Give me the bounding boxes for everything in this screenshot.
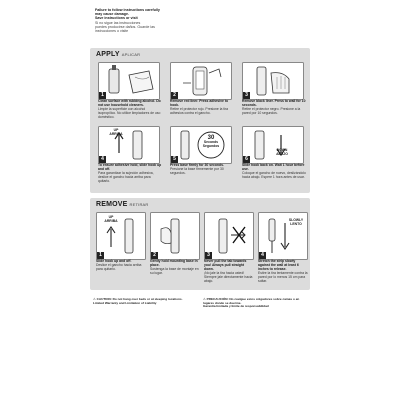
step-caption (98, 100, 162, 120)
remove-title-es: RETIRAR (129, 202, 149, 207)
step-illustration (258, 212, 308, 260)
remove-title-en: REMOVE (96, 201, 128, 208)
caption-es: Retire el protector rojo. Presione la tira adhesiva contra el gancho. (170, 106, 229, 115)
hook-liner-icon (171, 63, 231, 99)
step-number: 2 (151, 252, 158, 259)
step-number: 4 (99, 156, 106, 163)
apply-section (90, 48, 310, 193)
header-line-es: puedes producirse daños. Guarde las (95, 24, 155, 29)
header-line-es: Si no sigue las instrucciones (95, 20, 141, 25)
caption-es: Retire el protector negro. Presione a la pared por 10 segundos. (242, 106, 301, 115)
warning-triangle-icon: ⚠ (93, 297, 96, 301)
step-number: 6 (243, 156, 250, 163)
down-label-en: DOWN (276, 148, 288, 152)
step-illustration (96, 212, 146, 260)
step-illustration (170, 126, 232, 164)
seconds-label: Seconds (203, 139, 219, 144)
warning-triangle-icon: ⚠ (203, 297, 206, 301)
caption-es: Limpie la superficie con alcohol isopropílico. No utilice limpiadores de uso doméstico. (98, 106, 161, 119)
caption-en: Clean surface with rubbing alcohol. Do not use household cleaners. (98, 99, 161, 107)
slowly-label-es: LENTO (290, 221, 302, 226)
step-illustration (150, 212, 200, 260)
caption-en: Press base firmly for 30 seconds. (170, 163, 224, 167)
step-caption (98, 164, 162, 184)
step-number: 1 (99, 92, 106, 99)
caption-es: Estire la tira lentamente contra la pared por lo menos 15 cm para soltar. (258, 270, 308, 283)
header-line-es: instrucciones o visite (95, 29, 129, 34)
header-notice (95, 8, 310, 33)
caption-en: Never pull the tab towards you! Always pull straight down. (204, 259, 247, 271)
step-number: 4 (259, 252, 266, 259)
header-line: may cause damage. (95, 12, 129, 17)
step-number: 1 (97, 252, 104, 259)
remove-section (90, 198, 310, 290)
step-illustration (204, 212, 254, 260)
step-caption (258, 260, 308, 283)
step-illustration (170, 62, 232, 100)
caption-en: Slide hook back on. Wait 1 hour before use. (242, 163, 305, 171)
step-caption (170, 100, 234, 116)
caption-es: Sostenga la base de montaje en su lugar. (150, 266, 199, 275)
step-caption (96, 260, 146, 272)
apply-title-es: APLICAR (121, 52, 141, 57)
caption-en: Remove red liner. Press adhesive to hook. (170, 99, 229, 107)
caption-en: Gently hold mounting base in place. (150, 259, 198, 267)
step-illustration (242, 126, 304, 164)
caption-es: Presione la base firmemente por 30 segundos. (170, 166, 224, 175)
step-illustration (98, 62, 160, 100)
slowly-label (287, 219, 305, 227)
step-caption (242, 164, 306, 180)
up-label-en: UP (108, 215, 114, 219)
remove-title (96, 201, 149, 208)
caption-en: Slide hook up and off. (96, 259, 132, 263)
precaucion-block (203, 298, 307, 309)
step-caption (150, 260, 200, 276)
warranty-heading: Limited Warranty and Limitation of Liability (93, 300, 157, 305)
caution-text: CAUTION: Do not hang over beds or at sleeping locations. (96, 297, 183, 301)
apply-title-en: APPLY (96, 51, 120, 58)
caption-en: Stretch the strip slowly against the wall at least 6 inches to release. (258, 259, 299, 271)
caution-block (93, 298, 195, 305)
alcohol-bottle-icon (99, 63, 159, 99)
up-label (100, 216, 122, 224)
step-number: 5 (171, 156, 178, 163)
down-label-es: ABAJO (276, 151, 288, 156)
step-caption (204, 260, 254, 283)
step-number: 2 (171, 92, 178, 99)
up-label (105, 129, 127, 137)
step-caption (170, 164, 234, 176)
caption-en: Remove black liner. Press to wall for 10 seconds. (242, 99, 306, 107)
caption-en: To ensure adhesive hold, slide hook up and off. (98, 163, 162, 171)
step-caption (242, 100, 306, 116)
seconds-label-es: Segundos (202, 143, 220, 148)
step-number: 3 (243, 92, 250, 99)
hold-base-icon (151, 213, 199, 259)
seconds-timer (200, 137, 222, 148)
slowly-label-en: SLOWLY (288, 218, 304, 222)
caption-es: Deslice el gancho hacia arriba para quitarlo. (96, 262, 142, 271)
caption-es: Para garantizar la sujeción adhesiva, deslice el gancho hacia arriba para quitarlo. (98, 170, 154, 183)
no-pull-icon (205, 213, 253, 259)
caption-es: Coloque el gancho de nuevo, deslizándolo hacia abajo. Espere 1 hora antes de usar. (242, 170, 306, 179)
instruction-sheet (85, 0, 315, 400)
step-illustration (98, 126, 160, 164)
precaucion-text: PRECAUCIÓN: No cuelgue estos colgadores sobre camas o en lugares donde se duerme. (203, 297, 300, 305)
caption-es: ¡No jale la tira hacia usted! Siempre jale directamente hacia abajo. (204, 270, 253, 283)
up-label-es: ARRIBA (109, 131, 123, 136)
header-line: Failure to follow instructions carefully (95, 8, 160, 12)
apply-title (96, 51, 140, 58)
down-label (271, 149, 293, 157)
header-line: Save instructions or visit (95, 16, 138, 21)
hand-press-icon (243, 63, 303, 99)
garantia-heading: Garantía limitada y límite de responsabilidad (203, 304, 269, 309)
seconds-number: 30 (207, 135, 215, 141)
up-label-en: UP (113, 128, 119, 132)
step-number: 3 (205, 252, 212, 259)
step-illustration (242, 62, 304, 100)
hook-slide-down-icon (243, 127, 303, 163)
up-label-es: ARRIBA (104, 218, 118, 223)
